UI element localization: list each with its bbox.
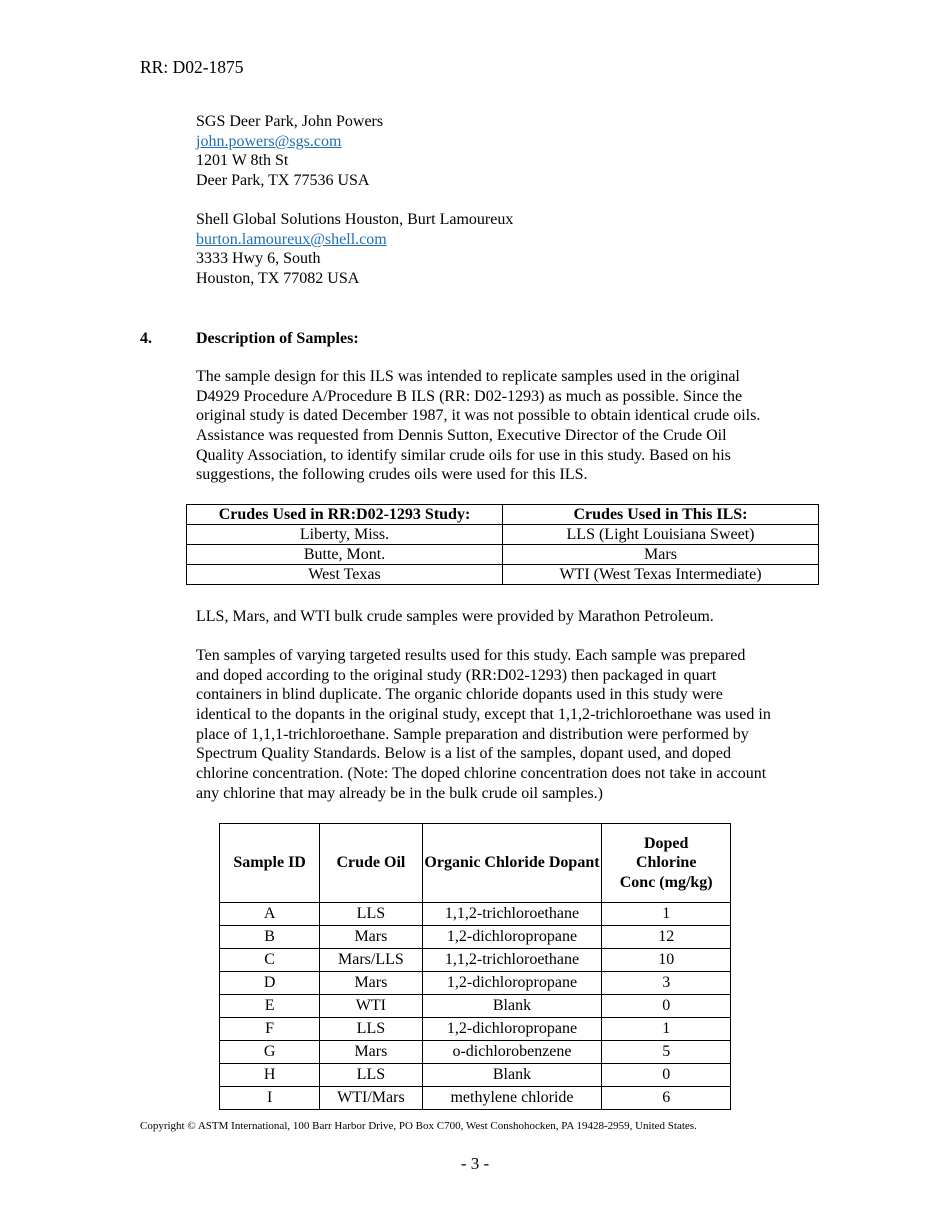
- column-header: Organic Chloride Dopant: [422, 824, 602, 903]
- table-cell: H: [220, 1064, 320, 1087]
- table-row: [220, 1087, 731, 1110]
- table-cell: Mars: [503, 545, 819, 565]
- table-cell: 5: [602, 1041, 731, 1064]
- table-cell: G: [220, 1041, 320, 1064]
- table-cell: C: [220, 949, 320, 972]
- table-cell: methylene chloride: [422, 1087, 602, 1110]
- table-cell: A: [220, 903, 320, 926]
- table-cell: Liberty, Miss.: [187, 525, 503, 545]
- paragraph-line: Assistance was requested from Dennis Sutton, Executive Director of the Crude Oil: [196, 427, 727, 445]
- page-number: - 3 -: [460, 1154, 490, 1173]
- paragraph-line: Quality Association, to identify similar crude oils for use in this study. Based on his: [196, 446, 731, 464]
- paragraph-line: and doped according to the original study (RR:D02-1293) then packaged in quart: [196, 666, 717, 684]
- table-cell: 1,2-dichloropropane: [422, 926, 602, 949]
- contact-block-shell: [196, 210, 836, 289]
- report-id-header: RR: D02-1875: [140, 57, 244, 77]
- table-cell: 1: [602, 903, 731, 926]
- table-row: [187, 545, 819, 565]
- table-cell: 1,2-dichloropropane: [422, 972, 602, 995]
- crude-comparison-table: [186, 504, 819, 585]
- paragraph-line: containers in blind duplicate. The organic chloride dopants used in this study were: [196, 686, 723, 704]
- table-cell: 3: [602, 972, 731, 995]
- paragraph-line: any chlorine that may already be in the bulk crude oil samples.): [196, 784, 603, 802]
- paragraph-line: chlorine concentration. (Note: The doped chlorine concentration does not take in account: [196, 765, 767, 783]
- table-cell: 10: [602, 949, 731, 972]
- paragraph-line: The sample design for this ILS was intended to replicate samples used in the original: [196, 368, 740, 385]
- table-row: [220, 949, 731, 972]
- table-cell: Mars/LLS: [320, 949, 422, 972]
- column-header: Crudes Used in This ILS:: [503, 505, 819, 525]
- table-row: [220, 1018, 731, 1041]
- table-cell: 12: [602, 926, 731, 949]
- section-number: 4.: [140, 330, 152, 347]
- contact-email-link[interactable]: burton.lamoureux@shell.com: [196, 230, 387, 248]
- paragraph-line: suggestions, the following crudes oils were used for this ILS.: [196, 466, 588, 484]
- sample-prep-paragraph: [196, 646, 821, 804]
- column-header: Crudes Used in RR:D02-1293 Study:: [187, 505, 503, 525]
- table-cell: 1: [602, 1018, 731, 1041]
- table-cell: 1,2-dichloropropane: [422, 1018, 602, 1041]
- table-cell: LLS (Light Louisiana Sweet): [503, 525, 819, 545]
- table-cell: Mars: [320, 1041, 422, 1064]
- table-cell: LLS: [320, 903, 422, 926]
- table-cell: I: [220, 1087, 320, 1110]
- contact-name: Shell Global Solutions Houston, Burt Lamoureux: [196, 211, 514, 228]
- table-cell: WTI: [320, 995, 422, 1018]
- paragraph-line: place of 1,1,1-trichloroethane. Sample preparation and distribution were performed by: [196, 725, 749, 743]
- table-cell: Mars: [320, 972, 422, 995]
- contact-address-line1: 1201 W 8th St: [196, 152, 289, 170]
- paragraph-line: original study is dated December 1987, it was not possible to obtain identical crude oils.: [196, 407, 761, 425]
- table-cell: Blank: [422, 1064, 602, 1087]
- table-row: [220, 1041, 731, 1064]
- table-cell: 0: [602, 1064, 731, 1087]
- table-row: [187, 565, 819, 585]
- table-row: [187, 525, 819, 545]
- table-cell: LLS: [320, 1064, 422, 1087]
- section-title: Description of Samples:: [196, 330, 359, 347]
- contact-block-sgs: [196, 112, 836, 191]
- contact-name: SGS Deer Park, John Powers: [196, 113, 384, 130]
- paragraph-line: Spectrum Quality Standards. Below is a list of the samples, dopant used, and doped: [196, 745, 732, 763]
- table-cell: 1,1,2-trichloroethane: [422, 949, 602, 972]
- table-cell: West Texas: [187, 565, 503, 585]
- table-cell: Blank: [422, 995, 602, 1018]
- table-cell: 0: [602, 995, 731, 1018]
- table-cell: Mars: [320, 926, 422, 949]
- column-header: Crude Oil: [320, 824, 422, 903]
- paragraph-line: LLS, Mars, and WTI bulk crude samples were provided by Marathon Petroleum.: [196, 608, 714, 625]
- paragraph-line: Ten samples of varying targeted results used for this study. Each sample was prepared: [196, 647, 746, 664]
- table-cell: 1,1,2-trichloroethane: [422, 903, 602, 926]
- contact-address-line1: 3333 Hwy 6, South: [196, 250, 321, 268]
- paragraph-line: D4929 Procedure A/Procedure B ILS (RR: D02-1293) as much as possible. Since the: [196, 387, 743, 405]
- table-cell: B: [220, 926, 320, 949]
- column-header: Sample ID: [220, 824, 320, 903]
- table-cell: WTI (West Texas Intermediate): [503, 565, 819, 585]
- table-row: [220, 995, 731, 1018]
- table-cell: E: [220, 995, 320, 1018]
- table-cell: o-dichlorobenzene: [422, 1041, 602, 1064]
- provided-by-paragraph: [196, 607, 821, 627]
- table-row: [220, 903, 731, 926]
- table-cell: Butte, Mont.: [187, 545, 503, 565]
- intro-paragraph: [196, 367, 821, 485]
- table-row: [220, 926, 731, 949]
- copyright-footer: Copyright © ASTM International, 100 Barr Harbor Drive, PO Box C700, West Conshohocken, PA 19428-2959, United States.: [140, 1120, 697, 1132]
- table-cell: 6: [602, 1087, 731, 1110]
- table-cell: LLS: [320, 1018, 422, 1041]
- contact-address-line2: Houston, TX 77082 USA: [196, 270, 360, 288]
- contact-email-link[interactable]: john.powers@sgs.com: [196, 132, 342, 150]
- column-header: Doped Chlorine Conc (mg/kg): [602, 824, 731, 903]
- table-cell: WTI/Mars: [320, 1087, 422, 1110]
- sample-list-table: [219, 823, 731, 1110]
- contact-address-line2: Deer Park, TX 77536 USA: [196, 172, 370, 190]
- table-cell: D: [220, 972, 320, 995]
- table-header-row: [220, 824, 731, 903]
- paragraph-line: identical to the dopants in the original study, except that 1,1,2-trichloroethane was used in: [196, 706, 771, 724]
- table-header-row: [187, 505, 819, 525]
- table-row: [220, 972, 731, 995]
- table-row: [220, 1064, 731, 1087]
- table-cell: F: [220, 1018, 320, 1041]
